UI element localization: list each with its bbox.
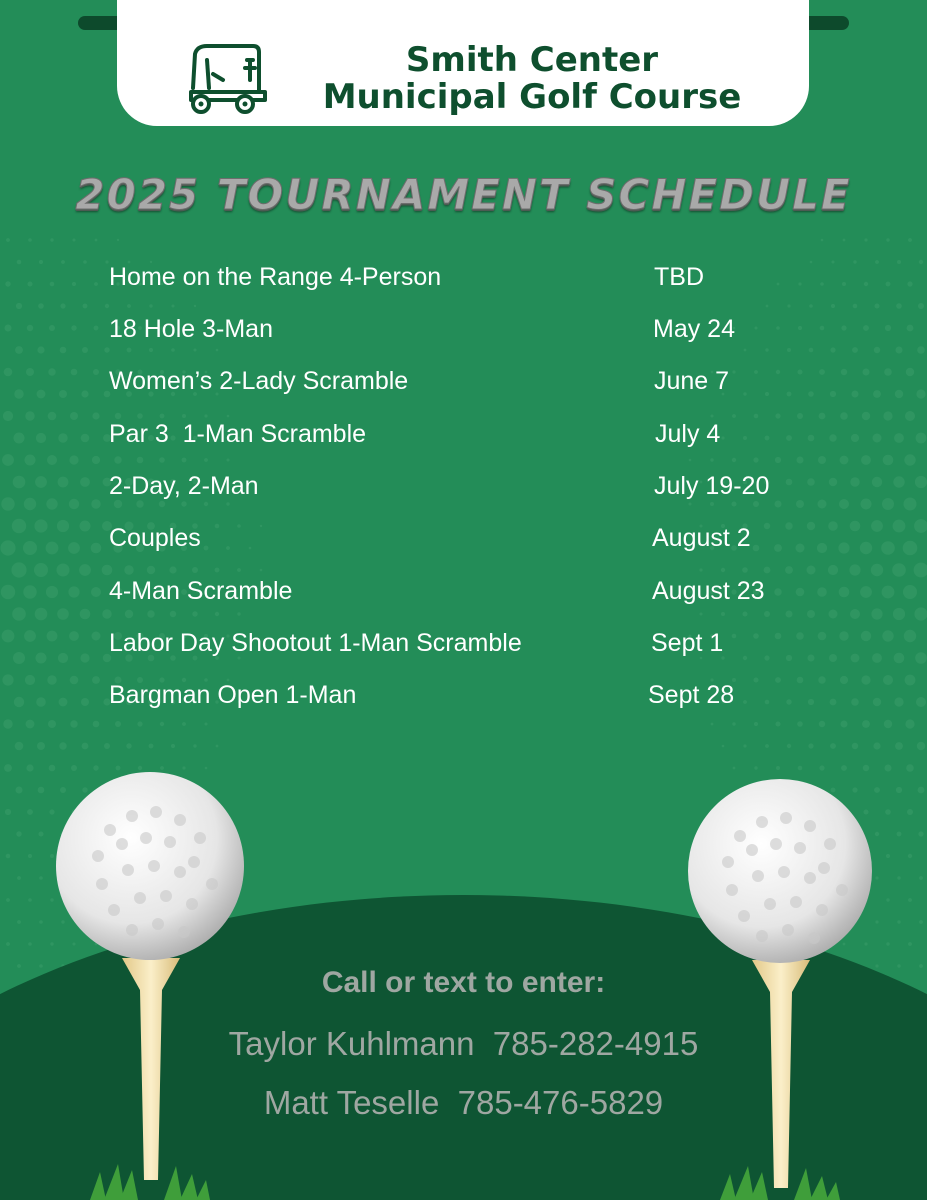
course-name-line1: Smith Center: [405, 40, 659, 80]
contact-line: Taylor Kuhlmann 785-282-4915: [228, 1025, 699, 1062]
schedule-row: [0, 367, 927, 407]
schedule-headline: 2025 TOURNAMENT SCHEDULE: [75, 170, 852, 219]
contact-line: Matt Teselle 785-476-5829: [263, 1084, 664, 1121]
course-name: [307, 42, 757, 116]
contact-heading: Call or text to enter:: [321, 966, 606, 999]
event-date: Sept 28: [648, 681, 735, 709]
event-name: 4-Man Scramble: [109, 577, 293, 605]
event-name: Home on the Range 4-Person: [109, 263, 442, 291]
golf-cart-icon: [183, 40, 273, 116]
schedule-row: [0, 472, 927, 512]
event-name: Women’s 2-Lady Scramble: [109, 367, 409, 395]
event-date: August 2: [652, 524, 751, 552]
event-date: June 7: [654, 367, 730, 395]
schedule-row: [0, 315, 927, 355]
schedule-row: [0, 420, 927, 460]
event-date: Sept 1: [651, 629, 724, 657]
event-name: Couples: [109, 524, 201, 552]
schedule-row: [0, 577, 927, 617]
event-name: Bargman Open 1-Man: [109, 681, 357, 709]
schedule-row: [0, 263, 927, 303]
event-date: July 19-20: [654, 472, 770, 500]
schedule-row: [0, 681, 927, 721]
schedule-row: [0, 524, 927, 564]
header-card: [117, 0, 809, 126]
event-date: TBD: [654, 263, 704, 291]
course-name-line2: Municipal Golf Course: [322, 77, 742, 117]
event-date: May 24: [653, 315, 735, 343]
schedule-row: [0, 629, 927, 669]
event-date: August 23: [652, 577, 765, 605]
event-name: 18 Hole 3-Man: [109, 315, 273, 343]
event-name: 2-Day, 2-Man: [109, 472, 259, 500]
event-name: Labor Day Shootout 1-Man Scramble: [109, 629, 522, 657]
event-name: Par 3 1-Man Scramble: [109, 420, 367, 448]
event-date: July 4: [655, 420, 721, 448]
